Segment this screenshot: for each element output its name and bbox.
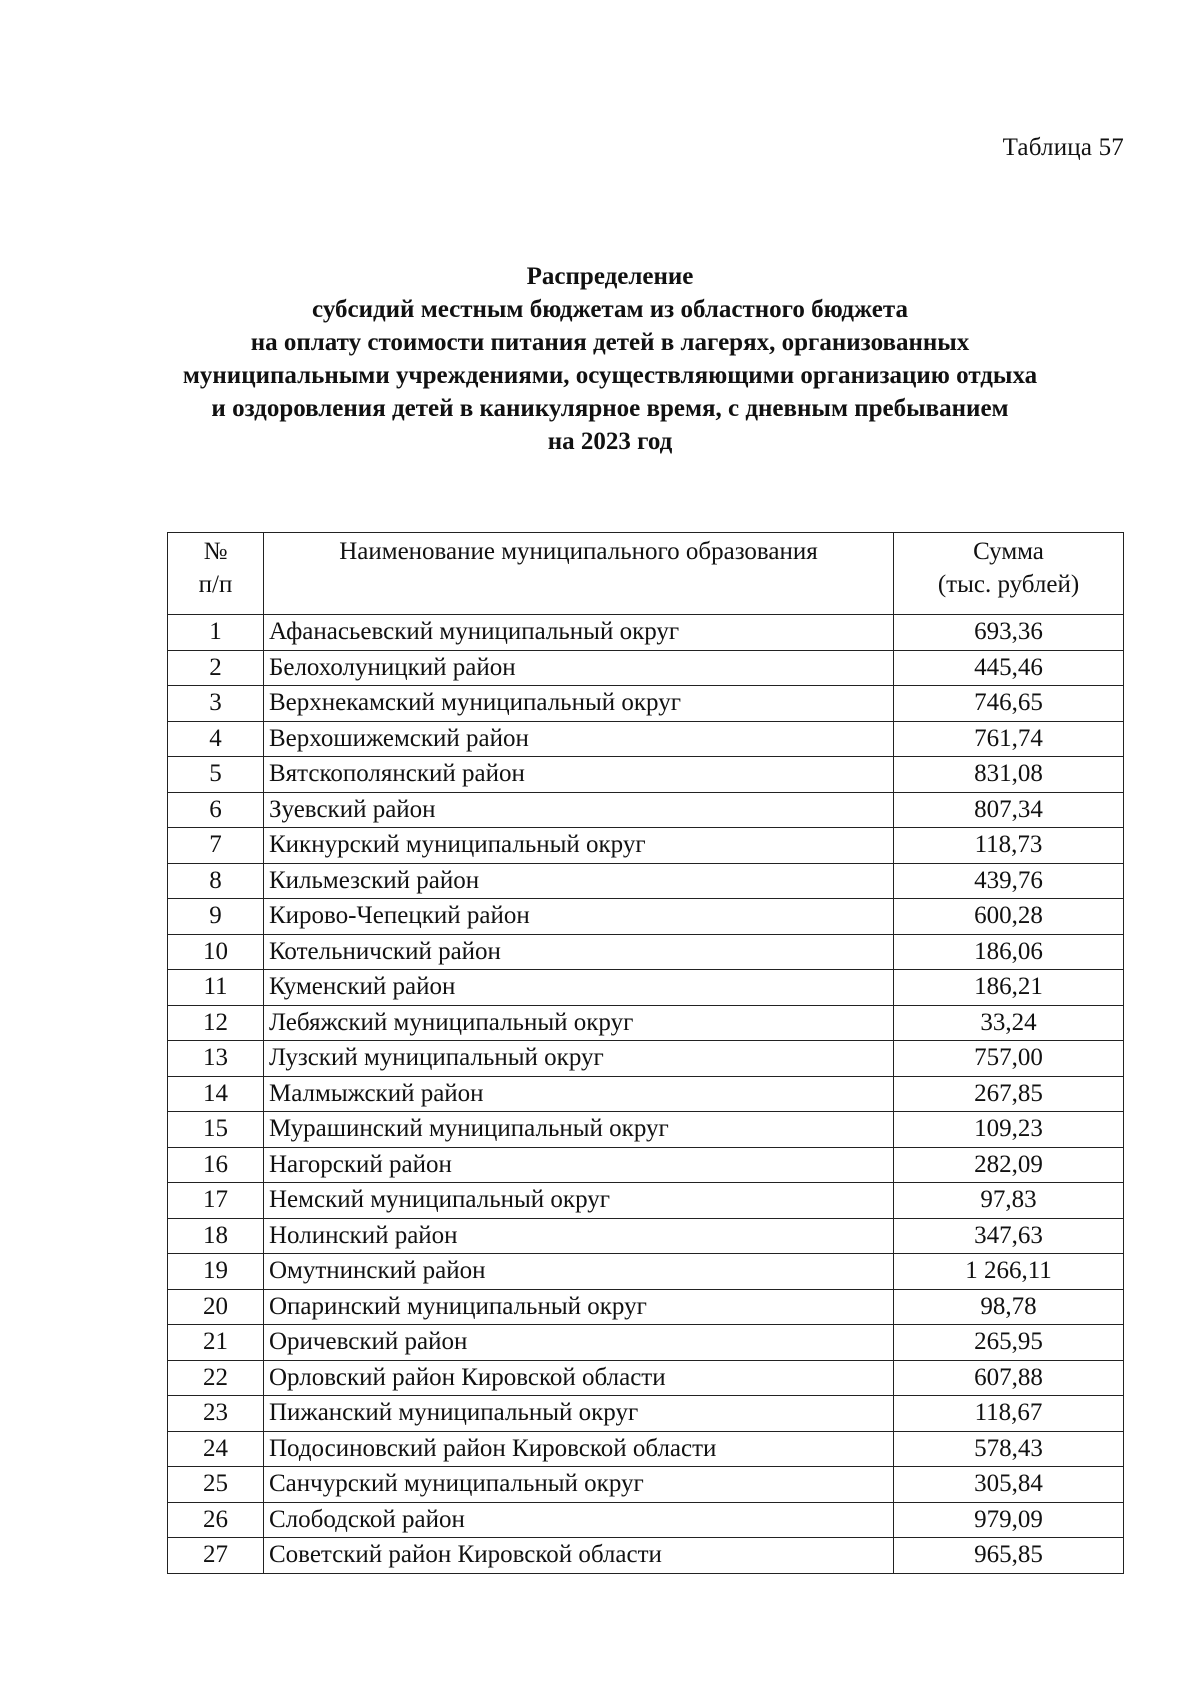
row-municipality-name: Оричевский район [264,1325,894,1361]
row-number: 5 [168,757,264,793]
table-row [168,1112,1124,1148]
row-municipality-name: Нагорский район [264,1147,894,1183]
row-number: 25 [168,1467,264,1503]
row-municipality-name: Малмыжский район [264,1076,894,1112]
row-number: 8 [168,863,264,899]
row-sum: 439,76 [894,863,1124,899]
row-municipality-name: Верхнекамский муниципальный округ [264,686,894,722]
table-row [168,757,1124,793]
row-sum: 118,73 [894,828,1124,864]
row-sum: 186,06 [894,934,1124,970]
title-line: субсидий местным бюджетам из областного бюджета [312,296,908,323]
header-sum-line: Сумма [973,538,1044,565]
row-municipality-name: Немский муниципальный округ [264,1183,894,1219]
row-sum: 267,85 [894,1076,1124,1112]
row-number: 22 [168,1360,264,1396]
row-number: 14 [168,1076,264,1112]
row-number: 17 [168,1183,264,1219]
row-municipality-name: Санчурский муниципальный округ [264,1467,894,1503]
title-line: на 2023 год [547,428,673,455]
table-row [168,792,1124,828]
row-municipality-name: Лебяжский муниципальный округ [264,1005,894,1041]
header-number-line: № [203,538,228,565]
row-sum: 607,88 [894,1360,1124,1396]
row-municipality-name: Нолинский район [264,1218,894,1254]
table-row [168,1538,1124,1574]
title-line: Распределение [526,263,694,290]
row-sum: 347,63 [894,1218,1124,1254]
row-number: 18 [168,1218,264,1254]
header-sum-line: (тыс. рублей) [937,571,1080,598]
table-row [168,1041,1124,1077]
row-number: 9 [168,899,264,935]
table-row [168,650,1124,686]
row-sum: 831,08 [894,757,1124,793]
subsidy-distribution-table [167,532,1124,1574]
table-number-label: Таблица 57 [1002,134,1124,161]
row-sum: 757,00 [894,1041,1124,1077]
row-number: 16 [168,1147,264,1183]
row-sum: 186,21 [894,970,1124,1006]
row-number: 15 [168,1112,264,1148]
row-sum: 33,24 [894,1005,1124,1041]
row-sum: 98,78 [894,1289,1124,1325]
row-sum: 578,43 [894,1431,1124,1467]
row-number: 24 [168,1431,264,1467]
table-row [168,686,1124,722]
row-sum: 746,65 [894,686,1124,722]
table-row [168,1289,1124,1325]
row-number: 2 [168,650,264,686]
row-number: 3 [168,686,264,722]
table-row [168,970,1124,1006]
row-sum: 965,85 [894,1538,1124,1574]
row-municipality-name: Кикнурский муниципальный округ [264,828,894,864]
row-municipality-name: Кирово-Чепецкий район [264,899,894,935]
table-row [168,828,1124,864]
table-row [168,899,1124,935]
row-municipality-name: Верхошижемский район [264,721,894,757]
row-sum: 979,09 [894,1502,1124,1538]
row-municipality-name: Зуевский район [264,792,894,828]
row-sum: 109,23 [894,1112,1124,1148]
table-row [168,721,1124,757]
table-row [168,1325,1124,1361]
table-row [168,1396,1124,1432]
table-row [168,1431,1124,1467]
row-municipality-name: Котельничский район [264,934,894,970]
table-row [168,934,1124,970]
row-municipality-name: Вятскополянский район [264,757,894,793]
row-municipality-name: Опаринский муниципальный округ [264,1289,894,1325]
row-sum: 1 266,11 [894,1254,1124,1290]
header-number [168,533,264,615]
row-municipality-name: Подосиновский район Кировской области [264,1431,894,1467]
row-sum: 600,28 [894,899,1124,935]
table-row [168,1502,1124,1538]
row-municipality-name: Куменский район [264,970,894,1006]
row-number: 27 [168,1538,264,1574]
row-municipality-name: Слободской район [264,1502,894,1538]
row-municipality-name: Мурашинский муниципальный округ [264,1112,894,1148]
row-sum: 693,36 [894,615,1124,651]
row-sum: 445,46 [894,650,1124,686]
table-row [168,615,1124,651]
row-municipality-name: Афанасьевский муниципальный округ [264,615,894,651]
table-row [168,1467,1124,1503]
row-sum: 761,74 [894,721,1124,757]
row-municipality-name: Белохолуницкий район [264,650,894,686]
table-row [168,863,1124,899]
row-number: 11 [168,970,264,1006]
row-number: 21 [168,1325,264,1361]
table-row [168,1147,1124,1183]
row-sum: 305,84 [894,1467,1124,1503]
table-header-row [168,533,1124,615]
row-number: 26 [168,1502,264,1538]
row-number: 20 [168,1289,264,1325]
row-municipality-name: Пижанский муниципальный округ [264,1396,894,1432]
row-number: 7 [168,828,264,864]
row-municipality-name: Орловский район Кировской области [264,1360,894,1396]
header-municipality-name [264,533,894,615]
header-sum [894,533,1124,615]
table-row [168,1254,1124,1290]
title-line: муниципальными учреждениями, осуществляющими организацию отдыха [182,362,1038,389]
row-number: 1 [168,615,264,651]
table-row [168,1005,1124,1041]
row-sum: 265,95 [894,1325,1124,1361]
row-sum: 97,83 [894,1183,1124,1219]
table-row [168,1218,1124,1254]
row-number: 4 [168,721,264,757]
table-row [168,1076,1124,1112]
row-number: 19 [168,1254,264,1290]
table-row [168,1183,1124,1219]
row-number: 6 [168,792,264,828]
row-number: 12 [168,1005,264,1041]
row-number: 13 [168,1041,264,1077]
title-line: и оздоровления детей в каникулярное время, с дневным пребыванием [211,395,1009,422]
row-municipality-name: Кильмезский район [264,863,894,899]
title-line: на оплату стоимости питания детей в лагерях, организованных [250,329,970,356]
row-municipality-name: Омутнинский район [264,1254,894,1290]
row-number: 10 [168,934,264,970]
document-title [140,260,1080,458]
row-sum: 282,09 [894,1147,1124,1183]
row-municipality-name: Советский район Кировской области [264,1538,894,1574]
table-row [168,1360,1124,1396]
row-sum: 807,34 [894,792,1124,828]
header-number-line: п/п [198,571,233,598]
row-sum: 118,67 [894,1396,1124,1432]
header-name-text: Наименование муниципального образования [339,538,818,565]
row-municipality-name: Лузский муниципальный округ [264,1041,894,1077]
row-number: 23 [168,1396,264,1432]
